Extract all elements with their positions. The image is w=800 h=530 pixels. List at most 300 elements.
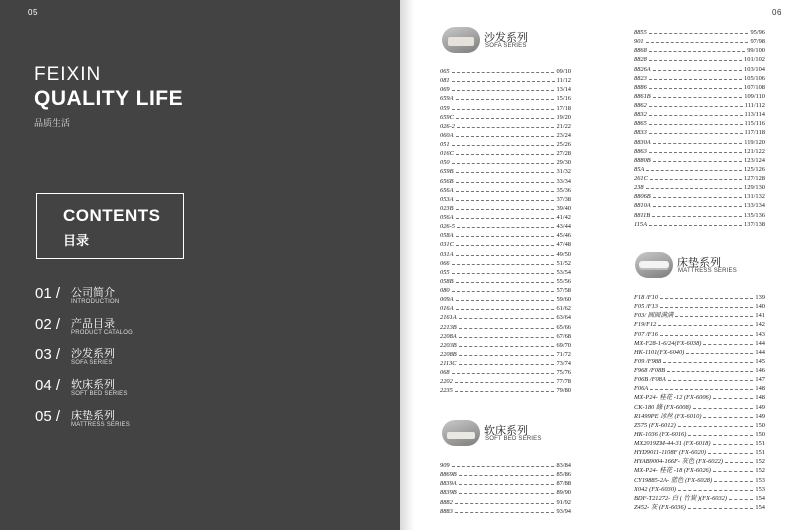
page-range: 142: [755, 321, 765, 329]
catalog-row[interactable]: [634, 293, 765, 302]
dot-leader: [456, 218, 555, 219]
toc-number: 02 /: [35, 316, 61, 333]
catalog-row[interactable]: [440, 204, 571, 213]
product-code: 656B: [440, 177, 454, 185]
product-code: 016A: [440, 305, 454, 313]
page-range: 109/110: [744, 92, 765, 100]
soft-bed-series-title: 软床系列: [484, 425, 528, 437]
product-code: 050: [440, 159, 450, 167]
product-code: 8863: [634, 147, 647, 155]
page-range: 77/78: [556, 378, 571, 386]
brand-name: FEIXIN: [34, 64, 102, 85]
page-range: 13/14: [556, 86, 571, 94]
page-range: 23/24: [556, 131, 571, 139]
catalog-row[interactable]: [634, 320, 765, 329]
catalog-row[interactable]: [440, 140, 571, 149]
product-code: 065: [440, 68, 450, 75]
catalog-row[interactable]: [634, 384, 765, 393]
catalog-row[interactable]: [634, 421, 765, 430]
dot-leader: [649, 124, 743, 125]
dot-leader: [703, 417, 753, 418]
dot-leader: [456, 136, 555, 137]
page-range: 154: [755, 503, 765, 511]
catalog-row[interactable]: [634, 119, 765, 128]
dot-leader: [688, 508, 754, 509]
mattress-thumbnail: [635, 252, 673, 278]
page-range: 79/80: [556, 387, 571, 395]
product-code: HYAB9004-166F- 灰色 (FX-6022): [634, 458, 724, 466]
product-code: 2202: [440, 378, 453, 386]
page-range: 93/94: [556, 507, 571, 515]
page-range: 152: [755, 467, 765, 475]
dot-leader: [459, 346, 555, 347]
page-range: 113/114: [744, 111, 765, 119]
product-code: 069: [440, 86, 450, 94]
dot-leader: [452, 291, 555, 292]
catalog-row[interactable]: [634, 357, 765, 366]
mattress-list: [634, 293, 765, 512]
dot-leader: [459, 493, 555, 494]
dot-leader: [688, 435, 753, 436]
catalog-row[interactable]: [634, 46, 765, 55]
page-range: 151: [755, 440, 765, 447]
product-code: F06B /F08A: [634, 376, 666, 384]
dot-leader: [459, 355, 555, 356]
dot-leader: [452, 72, 555, 73]
catalog-row[interactable]: [634, 485, 765, 494]
product-code: 051: [440, 141, 450, 148]
catalog-row[interactable]: [634, 211, 765, 220]
catalog-row[interactable]: [634, 220, 765, 229]
dot-leader: [459, 475, 555, 476]
product-code: 656A: [440, 186, 454, 194]
catalog-row[interactable]: [440, 359, 571, 368]
catalog-row[interactable]: [440, 507, 571, 516]
toc-label-cn: 软床系列: [71, 379, 115, 391]
product-code: 8810A: [634, 202, 651, 210]
mattress-series-subtitle: MATTRESS SERIES: [678, 268, 737, 274]
page-range: 71/72: [556, 350, 571, 358]
page-range: 135/136: [744, 211, 765, 219]
brand-slogan-cn: 品质生活: [34, 118, 71, 128]
dot-leader: [649, 88, 742, 89]
page-range: 25/26: [556, 141, 571, 148]
product-code: 2161A: [440, 314, 457, 322]
catalog-row[interactable]: [634, 339, 765, 348]
product-code: 066: [440, 259, 450, 267]
page-range: 45/46: [556, 232, 571, 240]
catalog-row[interactable]: [440, 461, 571, 470]
product-code: 055: [440, 268, 450, 276]
dot-leader: [713, 444, 754, 445]
toc-label-en: INTRODUCTION: [71, 299, 120, 305]
product-code: 060A: [440, 131, 454, 139]
catalog-row[interactable]: [634, 457, 765, 466]
toc-number: 03 /: [35, 346, 61, 363]
product-code: 8862: [634, 102, 647, 109]
catalog-row[interactable]: [440, 67, 571, 76]
catalog-row[interactable]: [440, 231, 571, 240]
catalog-row[interactable]: [634, 37, 765, 46]
dot-leader: [456, 118, 555, 119]
dot-leader: [456, 200, 555, 201]
catalog-row[interactable]: [634, 311, 765, 320]
dot-leader: [452, 373, 555, 374]
page-range: 99/100: [747, 47, 765, 55]
dot-leader: [457, 127, 555, 128]
page-range: 75/76: [556, 369, 571, 377]
product-code: 009A: [440, 296, 454, 304]
product-code: 659C: [440, 113, 454, 121]
page-range: 61/62: [556, 305, 571, 313]
dot-leader: [663, 362, 753, 363]
product-code: 238: [634, 184, 644, 192]
contents-title-cn: 目录: [63, 233, 90, 248]
toc-label-cn: 公司简介: [71, 287, 115, 299]
product-code: Z452- 灰 (FX-6036): [634, 503, 686, 511]
page-range: 17/18: [556, 104, 571, 112]
catalog-row[interactable]: [440, 368, 571, 377]
catalog-row[interactable]: [440, 386, 571, 395]
contents-title: CONTENTS: [63, 206, 161, 225]
dot-leader: [660, 298, 753, 299]
dot-leader: [452, 163, 555, 164]
sofa-series-title: 沙发系列: [484, 32, 528, 44]
catalog-row[interactable]: [440, 332, 571, 341]
catalog-row[interactable]: [440, 488, 571, 497]
catalog-row[interactable]: [634, 412, 765, 421]
catalog-row[interactable]: [634, 101, 765, 110]
dot-leader: [678, 490, 753, 491]
product-code: 8865: [634, 120, 647, 128]
product-code: 8830A: [634, 138, 651, 146]
toc-number: 05 /: [35, 408, 61, 425]
product-code: 023B: [440, 204, 454, 212]
toc-label-en: SOFA SERIES: [71, 360, 113, 366]
catalog-row[interactable]: [634, 192, 765, 201]
page-range: 105/106: [744, 74, 765, 82]
bed-thumbnail: [442, 420, 480, 446]
catalog-row[interactable]: [634, 403, 765, 412]
catalog-row[interactable]: [440, 286, 571, 295]
product-code: 659A: [440, 95, 454, 103]
catalog-row[interactable]: [440, 94, 571, 103]
catalog-row[interactable]: [440, 122, 571, 131]
catalog-row[interactable]: [440, 479, 571, 488]
catalog-row[interactable]: [440, 250, 571, 259]
product-code: 8883: [440, 507, 453, 515]
page-number-right: 06: [772, 8, 782, 17]
dot-leader: [452, 264, 555, 265]
page-range: 154: [755, 494, 765, 502]
dot-leader: [653, 97, 743, 98]
catalog-row[interactable]: [440, 131, 571, 140]
product-code: Z575 (FX-6012): [634, 421, 676, 429]
page-range: 39/40: [556, 204, 571, 212]
page-range: 139: [755, 294, 765, 301]
dot-leader: [459, 318, 555, 319]
page-range: 69/70: [556, 341, 571, 349]
page-range: 95/96: [750, 29, 765, 36]
page-range: 115/116: [744, 120, 765, 128]
catalog-row[interactable]: [440, 498, 571, 507]
soft-bed-series-subtitle: SOFT BED SERIES: [485, 436, 542, 442]
dot-leader: [455, 382, 555, 383]
page-range: 49/50: [556, 250, 571, 258]
page-range: 153: [755, 476, 765, 484]
dot-leader: [660, 307, 753, 308]
page-range: 148: [755, 394, 765, 402]
page-range: 148: [755, 385, 765, 393]
dot-leader: [456, 154, 555, 155]
product-code: MX-P24- 桂花 -18 (FX-6026): [634, 467, 711, 475]
product-code: 8823: [634, 74, 647, 82]
catalog-row[interactable]: [634, 393, 765, 402]
product-code: 8811B: [634, 211, 651, 219]
product-code: 8882: [440, 498, 453, 506]
dot-leader: [456, 209, 555, 210]
product-code: 026-2: [440, 122, 455, 130]
product-code: F18 /F10: [634, 294, 658, 301]
page-range: 149: [755, 403, 765, 411]
catalog-row[interactable]: [440, 104, 571, 113]
product-code: CY19885-2A- 蓝色 (FX-6028): [634, 476, 713, 484]
dot-leader: [713, 398, 754, 399]
catalog-row[interactable]: [634, 92, 765, 101]
dot-leader: [452, 109, 555, 110]
product-code: 8869B: [440, 471, 457, 479]
product-code: 031C: [440, 241, 454, 249]
catalog-row[interactable]: [440, 240, 571, 249]
catalog-row[interactable]: [440, 470, 571, 479]
page-range: 146: [755, 367, 765, 374]
dot-leader: [649, 33, 749, 34]
catalog-row[interactable]: [634, 348, 765, 357]
catalog-row[interactable]: [634, 65, 765, 74]
catalog-row[interactable]: [440, 222, 571, 231]
product-code: F19/F12: [634, 321, 657, 329]
product-code: HK-1036 (FX-6016): [634, 430, 687, 438]
catalog-row[interactable]: [440, 167, 571, 176]
catalog-row[interactable]: [634, 494, 765, 503]
dot-leader: [649, 225, 742, 226]
product-code: R1499PE 冰丝 (FX-6010): [634, 412, 702, 420]
dot-leader: [703, 344, 753, 345]
page-range: 152: [755, 458, 765, 466]
page-range: 144: [755, 339, 765, 347]
product-code: 080: [440, 287, 450, 294]
page-range: 33/34: [556, 177, 571, 185]
dot-leader: [459, 328, 555, 329]
page-number-left: 05: [28, 8, 38, 17]
sofa-thumbnail: [442, 27, 480, 53]
catalog-row[interactable]: [634, 439, 765, 448]
product-code: F03/ 圆圆满满: [634, 312, 674, 320]
dot-leader: [650, 179, 742, 180]
catalog-row[interactable]: [440, 213, 571, 222]
catalog-row[interactable]: [634, 174, 765, 183]
catalog-row[interactable]: [634, 83, 765, 92]
page-range: 149: [755, 412, 765, 420]
catalog-row[interactable]: [634, 55, 765, 64]
dot-leader: [649, 115, 743, 116]
page-range: 11/12: [556, 77, 571, 85]
page-range: 121/122: [744, 147, 765, 155]
page-range: 131/132: [744, 193, 765, 201]
page-range: 125/126: [744, 165, 765, 173]
page-range: 63/64: [556, 314, 571, 322]
catalog-row[interactable]: [634, 138, 765, 147]
dot-leader: [668, 380, 754, 381]
catalog-row[interactable]: [634, 375, 765, 384]
dot-leader: [452, 273, 555, 274]
soft-bed-list-continued: [634, 28, 765, 229]
toc-label-en: SOFT BED SERIES: [71, 391, 128, 397]
page-range: 59/60: [556, 296, 571, 304]
toc-label-cn: 床垫系列: [71, 410, 115, 422]
dot-leader: [675, 316, 753, 317]
product-code: 059: [440, 104, 450, 112]
catalog-row[interactable]: [440, 85, 571, 94]
product-code: 058A: [440, 232, 454, 240]
dot-leader: [459, 337, 555, 338]
catalog-row[interactable]: [440, 158, 571, 167]
catalog-row[interactable]: [440, 323, 571, 332]
toc-number: 01 /: [35, 285, 61, 302]
product-code: 053A: [440, 195, 454, 203]
dot-leader: [452, 81, 555, 82]
product-code: MX-P24- 桂花 -12 (FX-6006): [634, 394, 711, 402]
brand-slogan: QUALITY LIFE: [34, 87, 184, 110]
dot-leader: [649, 60, 742, 61]
dot-leader: [455, 503, 555, 504]
catalog-row[interactable]: [634, 201, 765, 210]
product-code: MX2019ZM-44-31 (FX-6018): [634, 440, 711, 447]
catalog-row[interactable]: [440, 76, 571, 85]
page-range: 51/52: [556, 259, 571, 267]
catalog-row[interactable]: [634, 74, 765, 83]
catalog-row[interactable]: [634, 430, 765, 439]
catalog-row[interactable]: [634, 156, 765, 165]
page-range: 103/104: [744, 65, 765, 73]
dot-leader: [729, 499, 753, 500]
dot-leader: [646, 188, 742, 189]
catalog-row[interactable]: [634, 183, 765, 192]
dot-leader: [452, 145, 555, 146]
page-range: 141: [755, 312, 765, 320]
catalog-row[interactable]: [440, 259, 571, 268]
dot-leader: [649, 51, 745, 52]
product-code: 85A: [634, 165, 645, 173]
page-range: 09/10: [556, 68, 571, 75]
dot-leader: [456, 255, 555, 256]
catalog-row[interactable]: [634, 476, 765, 485]
catalog-row[interactable]: [634, 128, 765, 137]
page-range: 29/30: [556, 159, 571, 167]
page-range: 144: [755, 348, 765, 356]
page-range: 133/134: [744, 202, 765, 210]
product-code: F09 /F988: [634, 357, 662, 365]
dot-leader: [452, 90, 555, 91]
product-code: F06A: [634, 385, 649, 393]
catalog-row[interactable]: [634, 302, 765, 311]
catalog-row[interactable]: [440, 268, 571, 277]
product-code: 8861B: [634, 92, 651, 100]
toc-label-en: MATTRESS SERIES: [71, 422, 130, 428]
catalog-row[interactable]: [440, 295, 571, 304]
catalog-row[interactable]: [634, 366, 765, 375]
dot-leader: [693, 408, 754, 409]
catalog-row[interactable]: [440, 149, 571, 158]
catalog-row[interactable]: [440, 304, 571, 313]
product-code: 2213B: [440, 323, 457, 331]
dot-leader: [456, 182, 555, 183]
catalog-row[interactable]: [440, 341, 571, 350]
product-code: 901: [634, 38, 644, 46]
catalog-row[interactable]: [440, 350, 571, 359]
page-range: 147: [755, 376, 765, 384]
product-code: 2235: [440, 387, 453, 395]
page-range: 57/58: [556, 287, 571, 294]
page-range: 41/42: [556, 214, 571, 221]
page-range: 89/90: [556, 489, 571, 497]
dot-leader: [455, 512, 555, 513]
dot-leader: [653, 70, 742, 71]
page-spine-shadow: [400, 0, 414, 530]
page-range: 85/86: [556, 471, 571, 479]
product-code: 031A: [440, 250, 454, 258]
catalog-row[interactable]: [440, 186, 571, 195]
dot-leader: [653, 143, 743, 144]
page-range: 129/130: [744, 184, 765, 192]
product-code: 8868: [634, 47, 647, 55]
toc-number: 04 /: [35, 377, 61, 394]
page-range: 107/108: [744, 83, 765, 91]
catalog-row[interactable]: [440, 277, 571, 286]
catalog-row[interactable]: [634, 165, 765, 174]
catalog-row[interactable]: [440, 313, 571, 322]
product-code: 8880B: [634, 156, 651, 164]
dot-leader: [459, 484, 555, 485]
dot-leader: [653, 206, 742, 207]
product-code: 026-5: [440, 223, 455, 231]
page-range: 15/16: [556, 95, 571, 103]
catalog-row[interactable]: [634, 28, 765, 37]
catalog-row[interactable]: [634, 448, 765, 457]
product-code: 8832: [634, 111, 647, 119]
page-range: 35/36: [556, 186, 571, 194]
catalog-row[interactable]: [634, 466, 765, 475]
page-range: 137/138: [744, 220, 765, 228]
product-code: CK-180 綠 (FX-6008): [634, 403, 691, 411]
catalog-row[interactable]: [440, 113, 571, 122]
catalog-row[interactable]: [634, 110, 765, 119]
page-range: 127/128: [744, 175, 765, 182]
catalog-row[interactable]: [634, 147, 765, 156]
product-code: 909: [440, 462, 450, 469]
catalog-row[interactable]: [440, 195, 571, 204]
catalog-row[interactable]: [440, 377, 571, 386]
product-code: 659B: [440, 168, 454, 176]
product-code: 068: [440, 369, 450, 377]
catalog-row[interactable]: [634, 503, 765, 512]
toc-label-cn: 产品目录: [71, 318, 115, 330]
page-range: 143: [755, 330, 765, 338]
page-range: 150: [755, 421, 765, 429]
product-code: 016C: [440, 150, 454, 158]
catalog-row[interactable]: [634, 330, 765, 339]
catalog-row[interactable]: [440, 177, 571, 186]
